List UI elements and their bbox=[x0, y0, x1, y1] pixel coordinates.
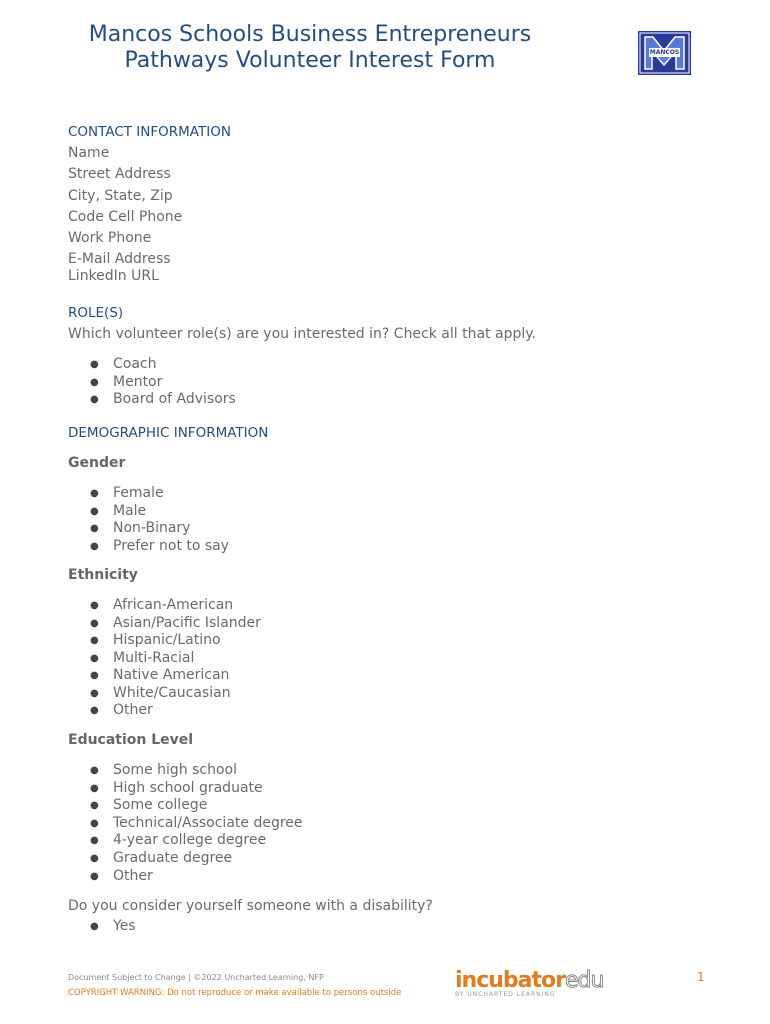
list-item: ● 4-year college degree bbox=[90, 832, 303, 850]
ethnicity-list bbox=[90, 597, 261, 720]
list-item: ● Other bbox=[90, 868, 303, 886]
list-item: ● Mentor bbox=[90, 374, 236, 392]
work-phone-field-label: Work Phone bbox=[68, 230, 152, 246]
brand-part-1: incubator bbox=[455, 968, 565, 993]
title-line-1: Mancos Schools Business Entrepreneurs bbox=[88, 22, 532, 47]
contact-heading: CONTACT INFORMATION bbox=[68, 124, 231, 140]
disability-question: Do you consider yourself someone with a disability? bbox=[68, 898, 433, 914]
list-item: ● Multi-Racial bbox=[90, 650, 261, 668]
gender-list bbox=[90, 485, 229, 556]
page-title bbox=[40, 22, 580, 74]
name-field-label: Name bbox=[68, 145, 110, 161]
list-item: ● Hispanic/Latino bbox=[90, 632, 261, 650]
roles-heading: ROLE(S) bbox=[68, 305, 124, 321]
list-item: ● Yes bbox=[90, 918, 136, 936]
education-label: Education Level bbox=[68, 732, 194, 748]
list-item: ● Coach bbox=[90, 356, 236, 374]
email-field-label: E-Mail Address bbox=[68, 251, 171, 267]
list-item: ● Technical/Associate degree bbox=[90, 815, 303, 833]
roles-question: Which volunteer role(s) are you interested in? Check all that apply. bbox=[68, 326, 536, 342]
list-item: ● Female bbox=[90, 485, 229, 503]
incubatoredu-logo bbox=[455, 968, 604, 1008]
list-item: ● Board of Advisors bbox=[90, 391, 236, 409]
list-item: ● Prefer not to say bbox=[90, 538, 229, 556]
list-item: ● Non-Binary bbox=[90, 520, 229, 538]
demographic-heading: DEMOGRAPHIC INFORMATION bbox=[68, 425, 269, 441]
list-item: ● Native American bbox=[90, 667, 261, 685]
logo-text: MANCOS bbox=[649, 49, 680, 56]
street-address-field-label: Street Address bbox=[68, 166, 171, 182]
list-item: ● Male bbox=[90, 503, 229, 521]
cell-phone-field-label: Code Cell Phone bbox=[68, 209, 183, 225]
list-item: ● Asian/Pacific Islander bbox=[90, 615, 261, 633]
list-item: ● Some college bbox=[90, 797, 303, 815]
gender-label: Gender bbox=[68, 455, 126, 471]
education-list bbox=[90, 762, 303, 885]
roles-list bbox=[90, 356, 236, 409]
footer-warning: COPYRIGHT WARNING: Do not reproduce or make available to persons outside bbox=[68, 988, 402, 998]
mancos-m-logo-icon bbox=[638, 31, 691, 75]
brand-part-2: edu bbox=[564, 968, 604, 993]
footer-copyright: Document Subject to Change | ©2022 Uncharted Learning, NFP bbox=[68, 973, 324, 982]
ethnicity-label: Ethnicity bbox=[68, 567, 138, 583]
list-item: ● Some high school bbox=[90, 762, 303, 780]
city-state-zip-field-label: City, State, Zip bbox=[68, 188, 173, 204]
list-item: ● African-American bbox=[90, 597, 261, 615]
list-item: ● Graduate degree bbox=[90, 850, 303, 868]
title-line-2: Pathways Volunteer Interest Form bbox=[124, 48, 496, 73]
disability-list bbox=[90, 918, 136, 936]
page-number: 1 bbox=[697, 970, 705, 984]
brand-sub: BY UNCHARTED LEARNING bbox=[455, 991, 556, 998]
list-item: ● Other bbox=[90, 702, 261, 720]
footer-text bbox=[68, 973, 401, 998]
list-item: ● White/Caucasian bbox=[90, 685, 261, 703]
linkedin-field-label: LinkedIn URL bbox=[68, 268, 159, 284]
list-item: ● High school graduate bbox=[90, 780, 303, 798]
